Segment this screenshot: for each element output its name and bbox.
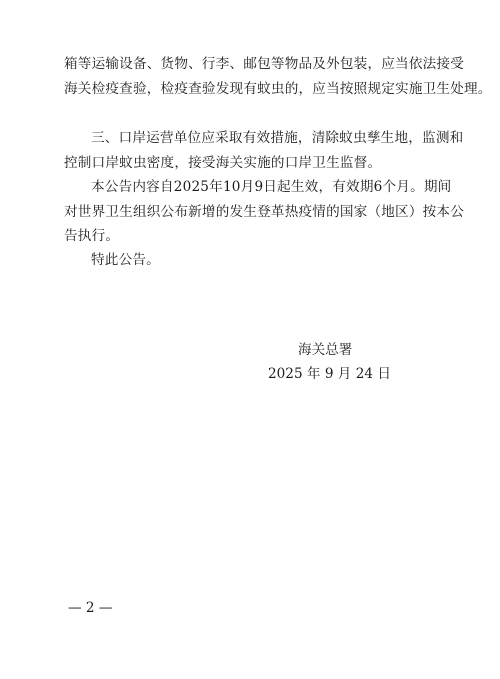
text-line: 本公告内容自2025年10月9日起生效，有效期6个月。期间 (91, 179, 452, 195)
paragraph-item-three (64, 126, 464, 175)
text-line: 特此公告。 (91, 252, 160, 268)
paragraph-continued (64, 52, 492, 101)
text-line: 告执行。 (64, 228, 120, 244)
issue-date: 2025 年 9 月 24 日 (268, 366, 391, 382)
paragraph-closing (64, 248, 448, 273)
text-line: 控制口岸蚊虫密度，接受海关实施的口岸卫生监督。 (64, 154, 382, 171)
text-line: 海关检疫查验，检疫查验发现有蚊虫的，应当按照规定实施卫生处理。 (64, 80, 492, 97)
paragraph-effective-date (64, 175, 465, 249)
text-line: 三、口岸运营单位应采取有效措施，清除蚊虫孳生地，监测和 (91, 130, 464, 146)
text-line: 箱等运输设备、货物、行李、邮包等物品及外包装，应当依法接受 (64, 56, 465, 72)
text-line: 对世界卫生组织公布新增的发生登革热疫情的国家（地区）按本公 (64, 203, 465, 220)
page-number: — 2 — (68, 600, 113, 616)
issuer-name: 海关总署 (298, 342, 353, 358)
